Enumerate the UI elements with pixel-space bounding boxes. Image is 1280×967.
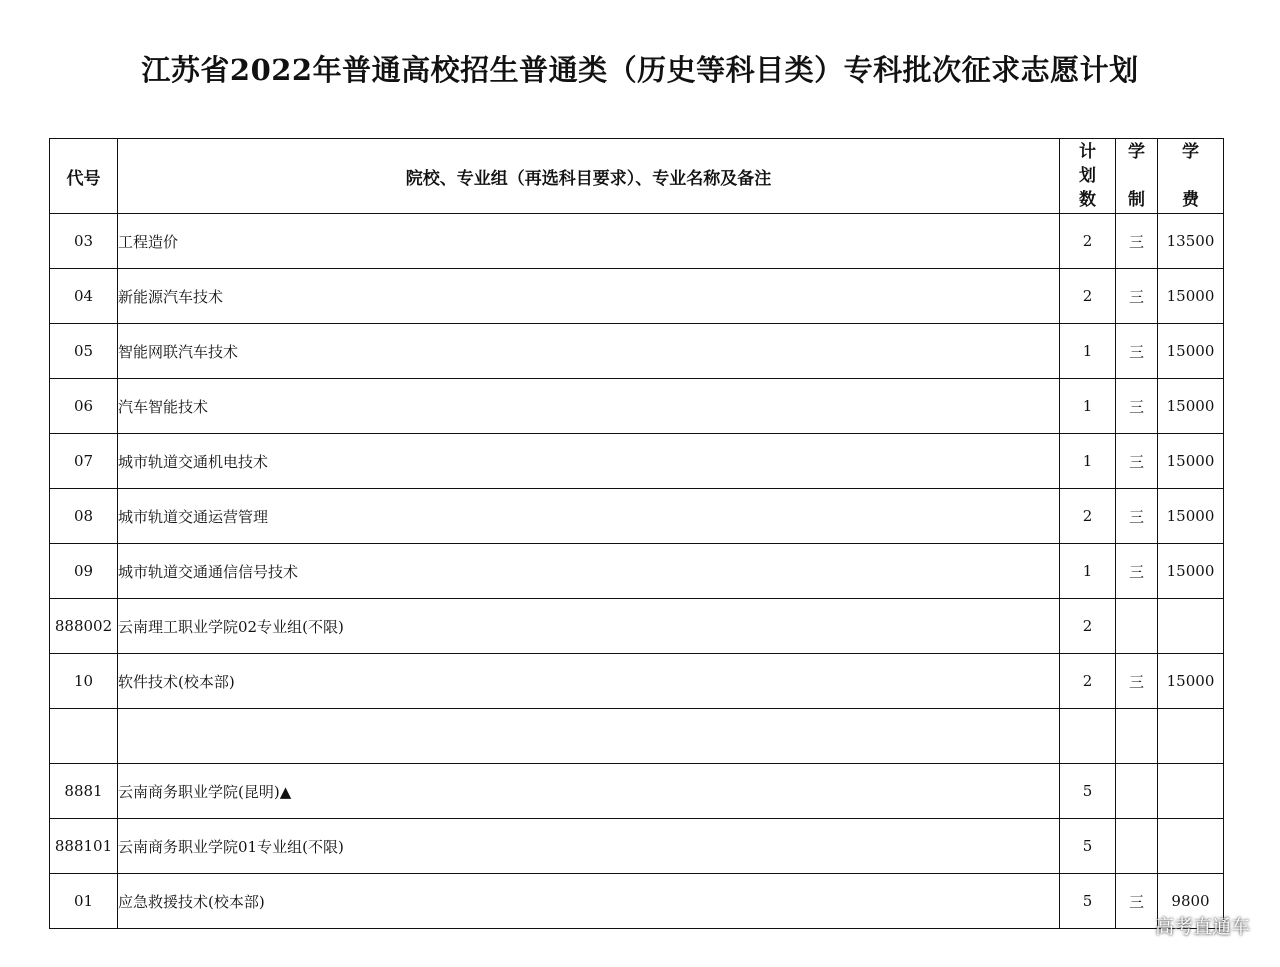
header-fee-char: 费 [1182,190,1199,210]
header-plan-char: 划 [1079,166,1096,186]
row-name: 云南理工职业学院02专业组(不限) [118,599,1060,654]
row-plan-count [1060,709,1116,764]
row-name: 新能源汽车技术 [118,269,1060,324]
header-fee [1158,139,1224,214]
row-study-length: 三 [1116,544,1158,599]
table-row [50,544,1224,599]
row-study-length [1116,764,1158,819]
row-study-length: 三 [1116,654,1158,709]
header-length-char: 学 [1128,142,1145,162]
row-name: 城市轨道交通通信信号技术 [118,544,1060,599]
row-study-length: 三 [1116,434,1158,489]
table-row [50,269,1224,324]
row-code: 10 [50,654,118,709]
row-name: 软件技术(校本部) [118,654,1060,709]
row-tuition-fee [1158,819,1224,874]
header-name: 院校、专业组（再选科目要求）、专业名称及备注 [118,139,1060,214]
table-row [50,379,1224,434]
table-row [50,324,1224,379]
plan-table [49,138,1224,929]
header-row [50,139,1224,214]
row-plan-count: 2 [1060,269,1116,324]
row-study-length: 三 [1116,269,1158,324]
row-name [118,709,1060,764]
table-row [50,819,1224,874]
row-code: 01 [50,874,118,929]
row-tuition-fee [1158,764,1224,819]
row-study-length [1116,819,1158,874]
watermark-text: 高考直通车 [1154,916,1250,938]
row-plan-count: 2 [1060,654,1116,709]
table-row [50,874,1224,929]
row-study-length: 三 [1116,214,1158,269]
row-code [50,709,118,764]
table-row [50,764,1224,819]
row-plan-count: 5 [1060,764,1116,819]
row-tuition-fee: 13500 [1158,214,1224,269]
row-name: 云南商务职业学院(昆明)▲ [118,764,1060,819]
row-study-length [1116,709,1158,764]
row-plan-count: 1 [1060,379,1116,434]
table-row [50,434,1224,489]
row-code: 03 [50,214,118,269]
row-code: 05 [50,324,118,379]
header-length-char: 制 [1128,190,1145,210]
header-length [1116,139,1158,214]
row-code: 09 [50,544,118,599]
row-plan-count: 2 [1060,489,1116,544]
row-plan-count: 1 [1060,434,1116,489]
row-name: 应急救援技术(校本部) [118,874,1060,929]
row-plan-count: 5 [1060,819,1116,874]
row-name: 城市轨道交通机电技术 [118,434,1060,489]
header-plan-char: 计 [1079,142,1096,162]
row-name: 城市轨道交通运营管理 [118,489,1060,544]
row-plan-count: 1 [1060,544,1116,599]
row-study-length [1116,599,1158,654]
row-code: 888101 [50,819,118,874]
row-study-length: 三 [1116,874,1158,929]
row-tuition-fee: 15000 [1158,379,1224,434]
table-row [50,709,1224,764]
row-tuition-fee [1158,599,1224,654]
header-plan-char: 数 [1079,190,1096,210]
row-tuition-fee: 15000 [1158,324,1224,379]
row-study-length: 三 [1116,489,1158,544]
table-row [50,599,1224,654]
row-tuition-fee: 15000 [1158,434,1224,489]
row-tuition-fee: 9800 [1158,874,1224,929]
header-fee-char: 学 [1182,142,1199,162]
table-row [50,214,1224,269]
page-title: 江苏省2022年普通高校招生普通类（历史等科目类）专科批次征求志愿计划 [141,53,1139,87]
row-tuition-fee: 15000 [1158,489,1224,544]
row-name: 工程造价 [118,214,1060,269]
row-tuition-fee [1158,709,1224,764]
header-plan [1060,139,1116,214]
row-code: 8881 [50,764,118,819]
row-study-length: 三 [1116,379,1158,434]
row-name: 云南商务职业学院01专业组(不限) [118,819,1060,874]
row-code: 07 [50,434,118,489]
row-name: 智能网联汽车技术 [118,324,1060,379]
row-plan-count: 2 [1060,214,1116,269]
row-code: 08 [50,489,118,544]
row-code: 04 [50,269,118,324]
row-tuition-fee: 15000 [1158,654,1224,709]
table-row [50,489,1224,544]
row-tuition-fee: 15000 [1158,269,1224,324]
row-code: 888002 [50,599,118,654]
row-name: 汽车智能技术 [118,379,1060,434]
row-tuition-fee: 15000 [1158,544,1224,599]
header-code: 代号 [50,139,118,214]
row-plan-count: 1 [1060,324,1116,379]
row-study-length: 三 [1116,324,1158,379]
table-row [50,654,1224,709]
row-code: 06 [50,379,118,434]
row-plan-count: 5 [1060,874,1116,929]
row-plan-count: 2 [1060,599,1116,654]
